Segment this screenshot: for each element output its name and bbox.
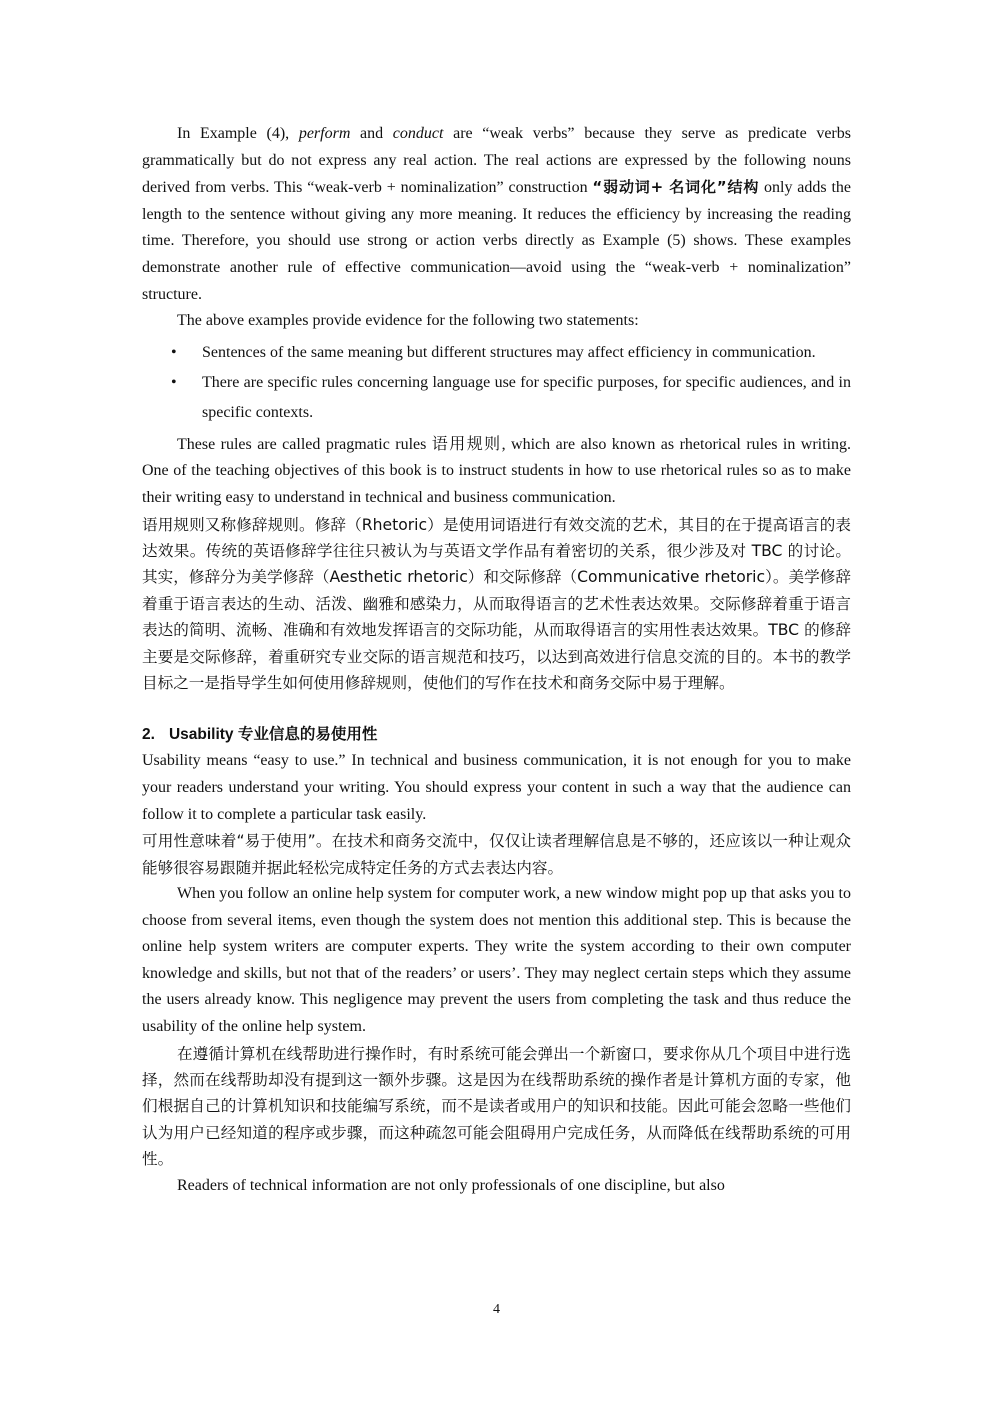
bold-chinese-term: “弱动词+ 名词化”结构 — [592, 178, 760, 197]
list-item — [142, 338, 851, 368]
section-heading — [142, 722, 851, 748]
list-item-text: Sentences of the same meaning but different structures may affect efficiency in communication. — [202, 343, 816, 361]
bullet-icon: • — [171, 343, 177, 361]
page-content — [142, 121, 851, 1199]
paragraph-usability-definition: Usability means “easy to use.” In technical and business communication, it is not enough for you to make your readers understand your writing. You should express your content in such a way that the audience can follow it to complete a particular task easily. — [142, 752, 851, 823]
paragraph-online-help-chinese: 在遵循计算机在线帮助进行操作时，有时系统可能会弹出一个新窗口，要求你从几个项目中进行选择，然而在线帮助却没有提到这一额外步骤。这是因为在线帮助系统的操作者是计算机方面的专家，他们根据自己的计算机知识和技能编写系统，而不是读者或用户的知识和技能。因此可能会忽略一些他们认为用户已经知道的程序或步骤，而这种疏忽可能会阻碍用户完成任务，从而降低在线帮助系统的可用性。 — [142, 1044, 851, 1169]
paragraph-readers: Readers of technical information are not only professionals of one discipline, but also — [177, 1176, 725, 1194]
paragraph-text: only adds the length to the sentence without giving any more meaning. It reduces the efficiency by increasing the reading time. Therefore, you should use strong or action verbs directly as Example (5) shows. These examples demonstrate another rule of effective communication—avoid using the “weak-verb + nominalization” structure. — [142, 179, 852, 303]
page-number: 4 — [493, 1302, 500, 1317]
paragraph-pragmatic-rules-chinese: 语用规则又称修辞规则。修辞（Rhetoric）是使用词语进行有效交流的艺术，其目的在于提高语言的表达效果。传统的英语修辞学往往只被认为与英语文学作品有着密切的关系，很少涉及对 TBC 的讨论。其实，修辞分为美学修辞（Aesthetic rhetoric）和交际修辞（Communicative rhetoric）。美学修辞着重于语言表达的生动、活泼、幽雅和感染力，从而取得语言的艺术性表达效果。交际修辞着重于语言表达的简明、流畅、准确和有效地发挥语言的交际功能，从而取得语言的实用性表达效果。TBC 的修辞主要是交际修辞，着重研究专业交际的语言规范和技巧，以达到高效进行信息交流的目的。本书的教学目标之一是指导学生如何使用修辞规则，使他们的写作在技术和商务交际中易于理解。 — [142, 515, 851, 692]
paragraph-text: are “weak verbs” because they serve as predicate verbs grammatically but do not express any real action. The real actions are expressed by the following nouns derived from verbs. This “weak-verb + nominalization” construction — [142, 125, 851, 197]
paragraph-online-help: When you follow an online help system for computer work, a new window might pop up that asks you to choose from several items, even though the system does not mention this additional step. This is because the online help system writers are computer experts. They write the system according to their own computer knowledge and skills, but not that of the readers’ or users’. They may neglect certain steps which they assume the users already know. This negligence may prevent the users from completing the task and thus reduce the usability of the online help system. — [142, 884, 851, 1035]
paragraph-text: and — [350, 125, 393, 142]
section-number: 2. — [142, 726, 155, 744]
list-item — [142, 368, 851, 428]
italic-term-conduct: conduct — [392, 125, 444, 142]
bullet-list — [142, 338, 851, 428]
italic-term-perform: perform — [298, 125, 351, 142]
bullet-icon: • — [171, 373, 177, 391]
paragraph-evidence-intro: The above examples provide evidence for the following two statements: — [177, 312, 639, 330]
list-item-text: There are specific rules concerning language use for specific purposes, for specific audiences, and in specific contexts. — [202, 373, 851, 421]
paragraph-weak-verbs — [142, 121, 851, 308]
paragraph-usability-chinese: 可用性意味着“易于使用”。在技术和商务交流中，仅仅让读者理解信息是不够的，还应该以一种让观众能够很容易跟随并据此轻松完成特定任务的方式去表达内容。 — [142, 832, 851, 877]
paragraph-text: In Example (4), — [177, 125, 299, 142]
section-title: Usability 专业信息的易使用性 — [168, 726, 378, 744]
paragraph-pragmatic-rules: These rules are called pragmatic rules 语用规则, which are also known as rhetorical rules in writing. One of the teaching objectives of this book is to instruct students in how to use rhetorical rules so as to make their writing easy to understand in technical and business communication. — [142, 435, 851, 506]
